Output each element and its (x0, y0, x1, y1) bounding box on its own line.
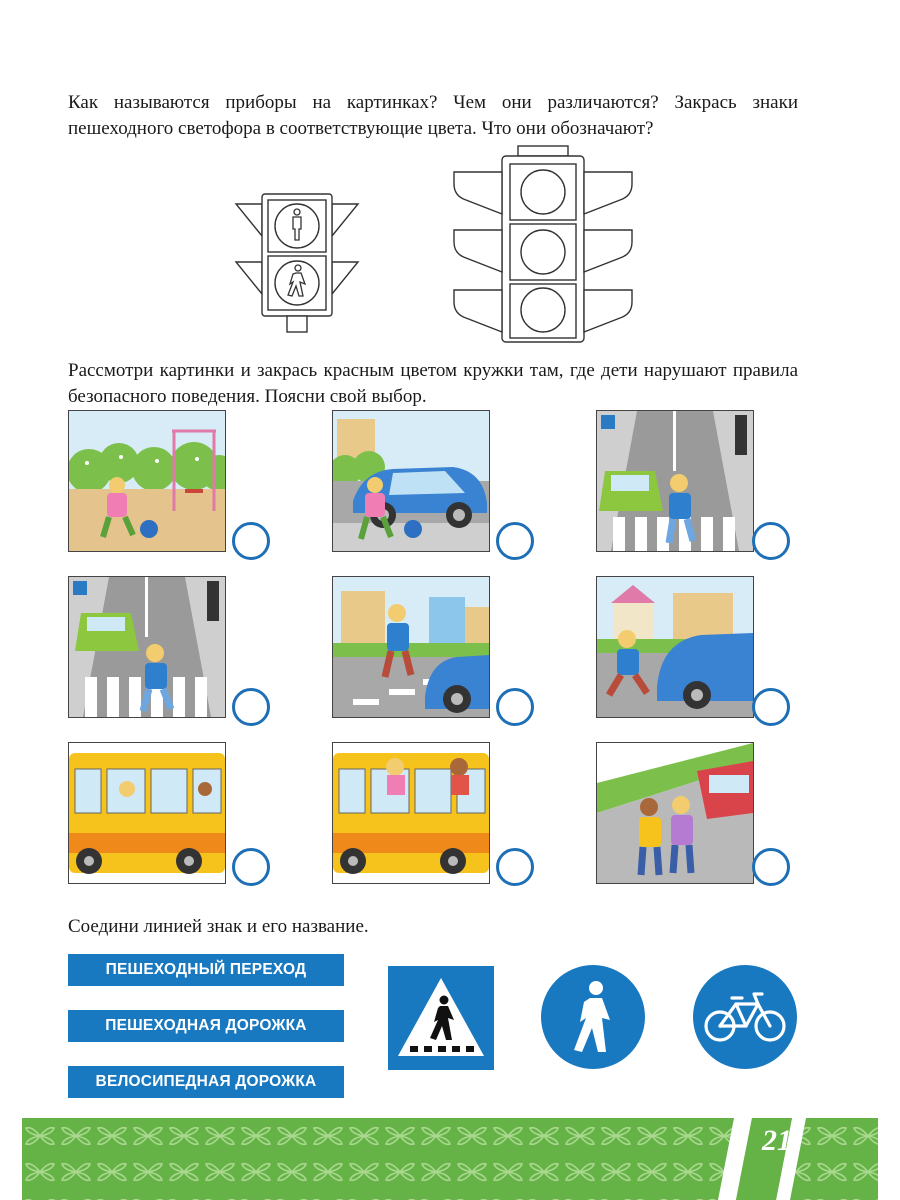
scene-boy-crosswalk-car-stopped (596, 410, 754, 552)
scene-boy-running-front-of-car (596, 576, 754, 718)
task3-text: Соедини линией знак и его название. (68, 916, 369, 937)
footpath-sign-icon[interactable] (540, 964, 646, 1075)
label-pedestrian-crossing[interactable]: ПЕШЕХОДНЫЙ ПЕРЕХОД (68, 954, 344, 986)
answer-circle-6[interactable] (752, 688, 790, 726)
answer-circle-2[interactable] (496, 522, 534, 560)
scene-bus-children-leaning-out (332, 742, 490, 884)
scene-bus-children-inside (68, 742, 226, 884)
label-footpath[interactable]: ПЕШЕХОДНАЯ ДОРОЖКА (68, 1010, 344, 1042)
scene-girl-playground (68, 410, 226, 552)
label-bicycle-path[interactable]: ВЕЛОСИПЕДНАЯ ДОРОЖКА (68, 1066, 344, 1098)
scene-children-on-curb (596, 742, 754, 884)
scene-girl-near-car (332, 410, 490, 552)
vehicle-traffic-light (452, 144, 634, 351)
scene-boy-crosswalk-car-approaching (68, 576, 226, 718)
answer-circle-7[interactable] (232, 848, 270, 886)
pedestrian-traffic-light (232, 192, 362, 347)
answer-circle-8[interactable] (496, 848, 534, 886)
answer-circle-3[interactable] (752, 522, 790, 560)
footer-band (22, 1118, 878, 1200)
answer-circle-5[interactable] (496, 688, 534, 726)
answer-circle-9[interactable] (752, 848, 790, 886)
pedestrian-crossing-sign-icon[interactable] (388, 966, 494, 1075)
task2-text: Рассмотри картинки и закрась красным цветом кружки там, где дети нарушают правила безопасного поведения. Поясни свой выбор. (68, 360, 798, 407)
answer-circle-1[interactable] (232, 522, 270, 560)
scene-boy-crossing-car-close (332, 576, 490, 718)
bicycle-path-sign-icon[interactable] (692, 964, 798, 1075)
answer-circle-4[interactable] (232, 688, 270, 726)
page-number: 21 (762, 1124, 792, 1157)
task1-text: Как называются приборы на картинках? Чем они различаются? Закрась знаки пешеходного светофора в соответствующие цвета. Что они обозначают? (68, 92, 798, 139)
